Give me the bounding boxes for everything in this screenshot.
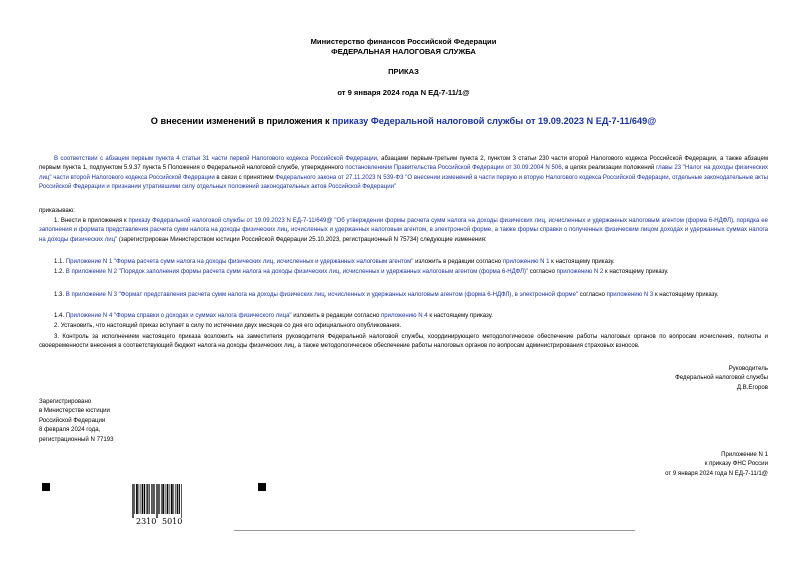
subitem-1-4-link[interactable]: Приложение N 4 "Форма справки о доходах и суммах налога физического лица" [65, 313, 292, 319]
form-marker-square [42, 483, 50, 491]
barcode-bar [163, 484, 164, 514]
barcode-right-digits: 5010 [162, 517, 183, 526]
signature-position: Руководитель [728, 365, 768, 372]
barcode-bar [151, 484, 152, 514]
barcode-bar [143, 484, 144, 514]
ministry-name: Министерство финансов Российской Федерации [310, 37, 497, 46]
signature-name: Д.В.Егоров [736, 383, 768, 391]
barcode-bar [134, 484, 135, 514]
document-date-number: от 9 января 2024 года N ЕД-7-11/1@ [337, 88, 470, 97]
barcode-bar [137, 484, 138, 514]
barcode-bar [175, 484, 176, 514]
subitem-number: 1.1. [54, 259, 66, 265]
subitem-text: к настоящему приказу. [653, 292, 719, 298]
subitem-1-2 [39, 268, 768, 277]
subitem-text: к настоящему приказу. [549, 259, 615, 265]
subitem-text: изложить в редакции согласно [291, 313, 382, 319]
subitem-1-4 [39, 312, 768, 321]
appendix-line: от 9 января 2024 года N ЕД-7-11/1@ [665, 469, 768, 477]
preamble-text: в связи с принятием [214, 174, 276, 181]
subitem-1-1-link[interactable]: Приложение N 1 "Форма расчета сумм налога на доходы физических лиц, исчисленных и удержанных налоговым агентом" [65, 259, 414, 265]
barcode-bar [149, 484, 150, 514]
item-1-text: (зарегистрирован Министерством юстиции Российской Федерации 25.10.2023, регистрационный N 75734) следующие изменения: [117, 236, 487, 243]
barcode-bar [166, 484, 167, 514]
barcode-bar [173, 484, 174, 514]
barcode [132, 484, 182, 518]
barcode-bar [137, 484, 138, 514]
preamble-text: , в целях реализации положений [561, 165, 657, 172]
document-type: ПРИКАЗ [388, 67, 419, 76]
barcode-bar [136, 484, 137, 514]
barcode-bar [153, 484, 154, 514]
preamble-link-decree[interactable]: постановлением Правительства Российской Федерации от 30.09.2004 N 506 [345, 165, 562, 172]
divider-line [234, 530, 635, 531]
item-1-order-link[interactable]: приказу Федеральной налоговой службы от 19.09.2023 N ЕД-7-11/649@ "Об утверждении формы расчета сумм налога на доходы физических лиц, исчисленных и удержанных налоговым агентом (форма 6-НДФЛ), порядка ее заполнения и формата представления расчета сумм налога на доходы физических лиц, исчисленных и удержанных налоговым агентом, в электронной форме, а также формы справки о полученных физическим лицом доходах и удержанных суммах налога на доходы физических лиц" [39, 218, 768, 243]
subitem-number: 1.3. [54, 292, 66, 298]
subitem-text: согласно [528, 269, 557, 275]
appendix-4-link[interactable]: приложению N 4 [381, 313, 428, 319]
subitem-number: 1.4. [54, 313, 66, 319]
appendix-line: Приложение N 1 [721, 451, 768, 458]
barcode-bar [147, 484, 148, 514]
registration-line: регистрационный N 77193 [39, 435, 114, 443]
barcode-bar [144, 484, 145, 514]
subitem-text: к настоящему приказу. [427, 313, 493, 319]
barcode-bar [142, 484, 143, 514]
preamble-link-chapter23[interactable]: главы 23 "Налог на доходы физических лиц" части второй Налогового кодекса Российской Федерации [39, 165, 768, 181]
registration-line: 8 февраля 2024 года, [39, 426, 101, 434]
registration-line: Зарегистрировано [39, 398, 92, 405]
barcode-bar [145, 484, 146, 514]
order-word: приказываю: [39, 208, 75, 214]
barcode-bar [159, 484, 160, 514]
subitem-1-1 [39, 258, 768, 267]
subitem-text: изложить в редакции согласно [413, 259, 503, 265]
barcode-bar [169, 484, 170, 514]
signature-organization: Федеральной налоговой службы [675, 374, 768, 382]
barcode-bar [132, 484, 133, 518]
form-marker-square [258, 483, 266, 491]
appendix-header [665, 450, 768, 478]
barcode-bar [171, 484, 172, 514]
title-link[interactable]: приказу Федеральной налоговой службы от 19.09.2023 N ЕД-7-11/649@ [332, 116, 657, 126]
barcode-bar [167, 484, 168, 514]
barcode-bar [156, 484, 157, 518]
barcode-bar [177, 484, 178, 514]
barcode-bar [139, 484, 140, 514]
barcode-bar [179, 484, 180, 514]
barcode-bar [133, 484, 134, 518]
subitem-1-2-link[interactable]: В приложение N 2 "Порядок заполнения формы расчета сумм налога на доходы физических лиц, исчисленных и удержанных налоговым агентом (форма 6-НДФЛ)" [65, 269, 529, 275]
barcode-bar [148, 484, 149, 514]
registration-block [39, 397, 114, 444]
barcode-bar [168, 484, 169, 514]
preamble-paragraph [39, 155, 768, 192]
preamble-text: , абзацами первым-третьим пункта 2, пунктом 3 статьи 230 части второй Налогового кодекса Российской Федерации [377, 156, 717, 162]
appendix-1-link[interactable]: приложению N 1 [502, 259, 550, 265]
barcode-bar [161, 484, 162, 514]
subitem-text: согласно [578, 292, 607, 298]
item-1-paragraph [39, 217, 768, 245]
service-name: ФЕДЕРАЛЬНАЯ НАЛОГОВАЯ СЛУЖБА [331, 47, 476, 56]
registration-line: в Министерстве юстиции [39, 407, 110, 415]
barcode-bar [177, 484, 178, 514]
barcode-bar [152, 484, 153, 514]
barcode-bar [181, 484, 182, 518]
title-prefix: О внесении изменений в приложения к [150, 116, 333, 126]
barcode-bar [158, 484, 159, 514]
document-title [0, 115, 807, 127]
item-3-paragraph: 3. Контроль за исполнением настоящего приказа возложить на заместителя руководителя Федеральной налоговой службы, координирующего методологическое обеспечение работы налоговых органов по вопросам исчисления, полноты и своевременности внесения в соответствующий бюджет налога на доходы физических лиц, а также методологическое обеспечение работы налоговых органов по вопросам администрирования страховых взносов. [39, 334, 768, 350]
barcode-bar [154, 484, 155, 514]
barcode-left-digits: 2310 [136, 517, 157, 526]
preamble-text: , а также абзацем первым пункта 1, подпунктом 5.9.37 пункта 5 Положения о Федеральной налоговой службе, утвержденного [39, 156, 768, 172]
barcode-bar [146, 484, 147, 514]
signature-block [675, 364, 768, 392]
preamble-link-nk-part1[interactable]: В соответствии с абзацем первым пункта 4 статьи 31 части первой Налогового кодекса Российской Федерации [54, 156, 378, 162]
appendix-2-link[interactable]: приложению N 2 [556, 269, 604, 275]
preamble-link-federal-law[interactable]: Федерального закона от 27.11.2023 N 539-ФЗ "О внесении изменений в части первую и вторую Налогового кодекса Российской Федерации, отдельные законодательные акты Российской Федерации и признании утратившими силу отдельных положений законодательных актов Российской Федерации" [39, 174, 769, 190]
item-1-text: 1. Внести в приложения к [54, 218, 129, 224]
barcode-bar [162, 484, 163, 514]
registration-line: Российской Федерации [39, 416, 106, 424]
item-2-paragraph: 2. Установить, что настоящий приказ вступает в силу по истечении двух месяцев со дня его официального опубликования. [54, 323, 402, 329]
barcode-bar [179, 484, 180, 514]
barcode-bar [171, 484, 172, 514]
subitem-1-3-link[interactable]: В приложение N 3 "Формат представления расчета сумм налога на доходы физических лиц, исчисленных и удержанных налоговым агентом (форма 6-НДФЛ), в электронной форме" [65, 292, 579, 298]
subitem-text: к настоящему приказу. [603, 269, 669, 275]
subitem-1-3 [39, 291, 768, 300]
barcode-bar [172, 484, 173, 514]
barcode-bar [157, 484, 158, 518]
appendix-line: к приказу ФНС России [704, 460, 768, 468]
appendix-3-link[interactable]: приложению N 3 [606, 292, 654, 298]
barcode-bar [164, 484, 165, 514]
barcode-bar [141, 484, 142, 514]
subitem-number: 1.2. [54, 269, 66, 275]
